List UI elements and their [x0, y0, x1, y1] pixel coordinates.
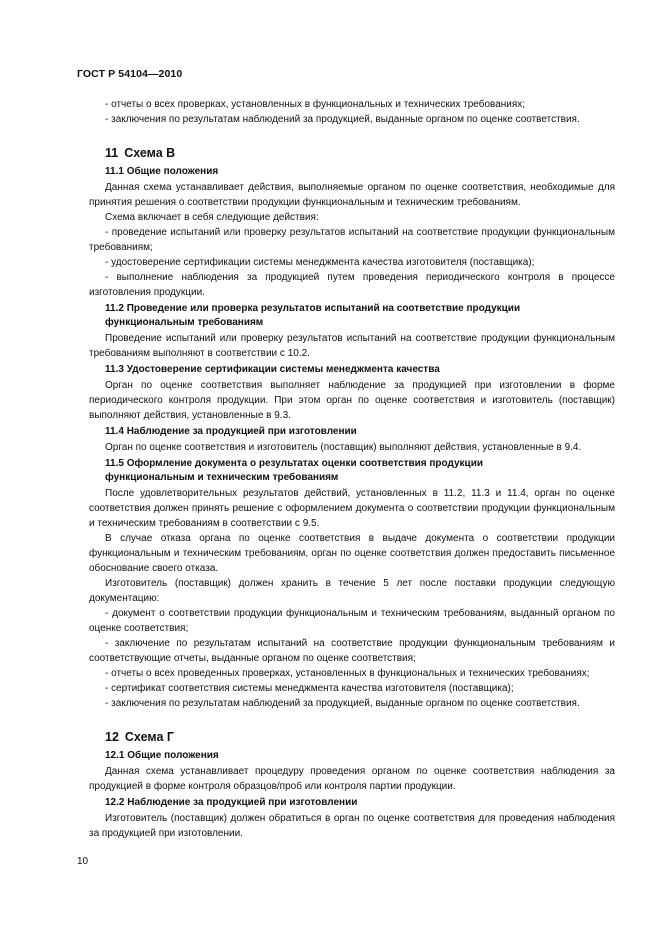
section-heading-12	[105, 729, 615, 745]
subsection-heading: 11.1 Общие положения	[105, 166, 219, 177]
paragraph: Изготовитель (поставщик) должен обратиться в орган по оценке соответствия для проведения наблюдения за продукцией при изготовлении.	[89, 813, 615, 839]
section-title: Схема В	[124, 146, 176, 160]
subsection-heading-line: 11.2 Проведение или проверка результатов испытаний на соответствие продукции	[105, 303, 521, 314]
subsection-heading-line: 11.5 Оформление документа о результатах оценки соответствия продукции	[105, 458, 483, 469]
subsection-heading: 12.1 Общие положения	[105, 750, 219, 761]
list-item: - документ о соответствии продукции функциональным и техническим требованиям, выданный органом по оценке соответствия;	[89, 608, 615, 634]
paragraph: Орган по оценке соответствия выполняет наблюдение за продукцией при изготовлении в форме периодического контроля продукции. При этом орган по оценке соответствия и изготовитель (поставщик) выполняют действия, установленные в 9.3.	[89, 380, 615, 421]
paragraph: В случае отказа органа по оценке соответствия в выдаче документа о соответствии продукции функциональным и техническим требованиям, орган по оценке соответствия должен предоставить письменное обоснование своего отказа.	[89, 533, 615, 574]
section-title: Схема Г	[124, 730, 174, 744]
page-number: 10	[77, 856, 89, 867]
paragraph: После удовлетворительных результатов действий, установленных в 11.2, 11.3 и 11.4, орган по оценке соответствия должен принять решение с оформлением документа о соответствии продукции функциональным и техническим требованиям в соответствии с 9.5.	[89, 488, 615, 529]
subsection-heading-line: функциональным и техническим требованиям	[105, 472, 339, 483]
paragraph: Данная схема устанавливает действия, выполняемые органом по оценке соответствия, необходимые для принятия решения о соответствии продукции функциональным и техническим требованиям.	[89, 182, 615, 208]
list-item: - заключения по результатам наблюдений за продукцией, выданные органом по оценке соответствия.	[105, 114, 580, 125]
list-item: - отчеты о всех проведенных проверках, установленных в функциональных и технических требованиях;	[105, 668, 590, 679]
list-item: - выполнение наблюдения за продукцией путем проведения периодического контроля в процессе изготовления продукции.	[89, 272, 615, 298]
document-code: ГОСТ Р 54104—2010	[77, 68, 183, 80]
subsection-heading: 11.3 Удостоверение сертификации системы менеджмента качества	[105, 364, 440, 375]
subsection-heading: 12.2 Наблюдение за продукцией при изготовлении	[105, 797, 358, 808]
list-item: - удостоверение сертификации системы менеджмента качества изготовителя (поставщика);	[105, 257, 535, 268]
paragraph: Схема включает в себя следующие действия:	[105, 212, 319, 223]
list-item: - отчеты о всех проверках, установленных в функциональных и технических требованиях;	[105, 99, 526, 110]
list-item: - заключение по результатам испытаний на соответствие продукции функциональным требованиям и соответствующие отчеты, выданные органом по оценке соответствия;	[89, 638, 615, 664]
subsection-heading	[89, 457, 615, 485]
paragraph: Проведение испытаний или проверку результатов испытаний на соответствие продукции функциональным требованиям выполняют в соответствии с 10.2.	[89, 333, 615, 359]
section-number: 11	[105, 146, 119, 160]
section-heading-11	[105, 145, 615, 161]
list-item: - заключения по результатам наблюдений за продукцией, выданные органом по оценке соответствия.	[105, 698, 580, 709]
paragraph: Орган по оценке соответствия и изготовитель (поставщик) выполняют действия, установленные в 9.4.	[105, 442, 582, 453]
subsection-heading: 11.4 Наблюдение за продукцией при изготовлении	[105, 426, 357, 437]
list-item: - сертификат соответствия системы менеджмента качества изготовителя (поставщика);	[105, 683, 514, 694]
paragraph: Данная схема устанавливает процедуру проведения органом по оценке соответствия наблюдения за продукцией в форме контроля образцов/проб или контроля партии продукции.	[89, 766, 615, 792]
subsection-heading-line: функциональным требованиям	[105, 317, 264, 328]
document-body	[89, 97, 615, 841]
paragraph: Изготовитель (поставщик) должен хранить в течение 5 лет после поставки продукции следующую документацию:	[89, 578, 615, 604]
section-number: 12	[105, 730, 119, 744]
list-item: - проведение испытаний или проверку результатов испытаний на соответствие продукции функциональным требованиям;	[89, 227, 615, 253]
subsection-heading	[89, 302, 615, 330]
